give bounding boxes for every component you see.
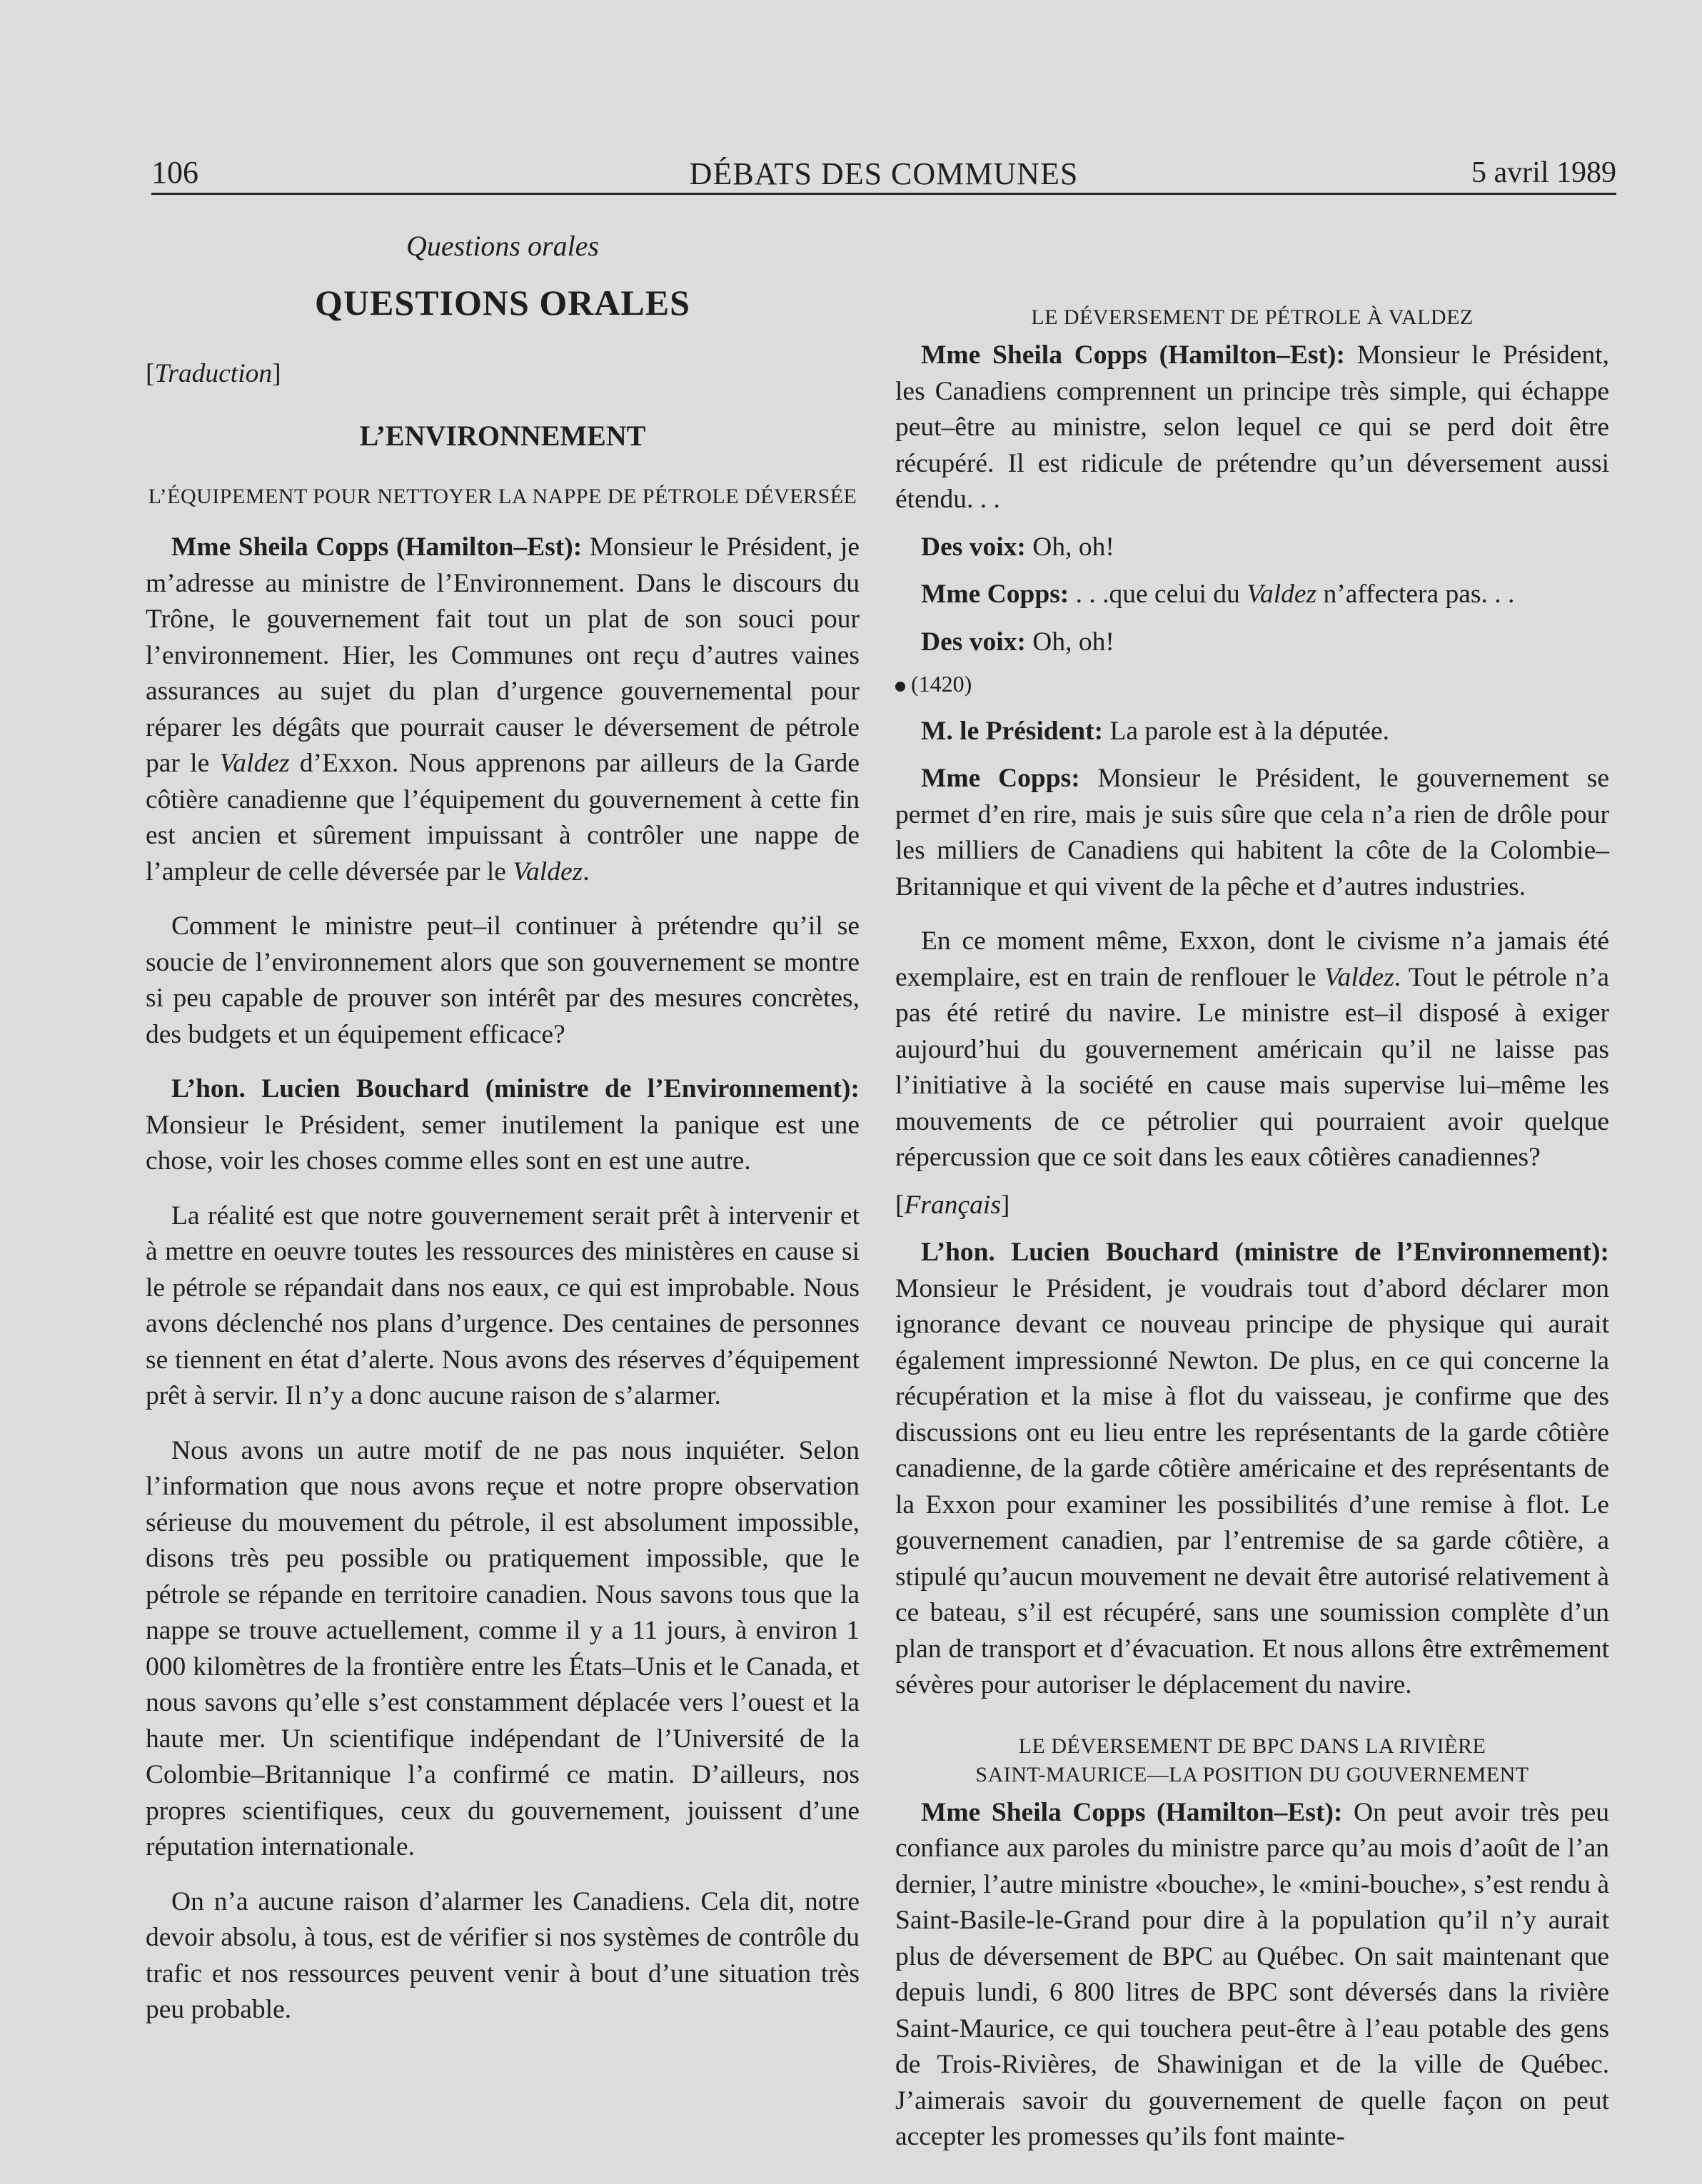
paragraph: En ce moment même, Exxon, dont le civisme n’a jamais été exemplaire, est en train de renflouer le Valdez. Tout le pétrole n’a pas été retiré du navire. Le ministre est–il disposé à exiger aujourd’hui du gouvernement américain qu’il ne laisse pas l’initiative à la société en cause mais supervise lui–même les mouvements de ce pétrolier qui pourraient avoir quelque répercussion que ce soit dans les eaux côtières canadiennes? xyxy=(895,926,1609,1172)
traduction-label: [Traduction] xyxy=(146,359,281,388)
paragraph: Mme Copps: Monsieur le Président, le gouvernement se permet d’en rire, mais je suis sûre que cela n’a rien de drôle pour les milliers de Canadiens qui habitent la côte de la Colombie–Britannique et qui vivent de la pêche et d’autres industries. xyxy=(895,764,1609,901)
speaker-name: Mme Sheila Copps (Hamilton–Est): xyxy=(921,1797,1343,1827)
paragraph: M. le Président: La parole est à la députée. xyxy=(921,716,1389,746)
speaker-name: M. le Président: xyxy=(921,716,1104,746)
paragraph: Mme Copps: . . .que celui du Valdez n’affectera pas. . . xyxy=(921,580,1515,609)
speaker-name: Des voix: xyxy=(921,532,1026,562)
page-number: 106 xyxy=(151,155,198,190)
speaker-name: L’hon. Lucien Bouchard (ministre de l’Environnement): xyxy=(171,1074,860,1103)
traduction-text: Traduction xyxy=(154,359,273,388)
paragraph: Comment le ministre peut–il continuer à prétendre qu’il se soucie de l’environnement alors que son gouvernement se montre si peu capable de prouver son intérêt par des mesures concrètes, des budgets et un équipement efficace? xyxy=(146,911,860,1049)
right-column xyxy=(895,275,1609,2155)
paragraph: Nous avons un autre motif de ne pas nous inquiéter. Selon l’information que nous avons reçue et notre propre observation sérieuse du mouvement du pétrole, il est absolument impossible, disons très peu possible ou pratiquement impossible, que le pétrole se répande en territoire canadien. Nous savons tous que la nappe se trouve actuellement, comme il y a 11 jours, à environ 1 000 kilomètres de la frontière entre les États–Unis et le Canada, et nous savons qu’elle s’est constamment déplacée vers l’ouest et la haute mer. Un scientifique indépendant de l’Université de la Colombie–Britannique l’a confirmé ce matin. D’ailleurs, nos propres scientifiques, ceux du gouvernement, jouissent d’une réputation internationale. xyxy=(146,1435,860,1861)
speaker-name: Des voix: xyxy=(921,627,1026,657)
section-heading: L’ENVIRONNEMENT xyxy=(359,419,646,452)
main-title: QUESTIONS ORALES xyxy=(315,282,690,323)
paragraph: L’hon. Lucien Bouchard (ministre de l’Environnement): Monsieur le Président, je voudrais tout d’abord déclarer mon ignorance devant ce nouveau principe de physique qui aurait également impressionné Newton. De plus, en ce qui concerne la récupération et la mise à flot du vaisseau, je confirme que des discussions ont eu lieu entre les représentants de la garde côtière canadienne, de la garde côtière américaine et des représentants de la Exxon pour examiner les possibilités d’une remise à flot. Le gouvernement canadien, par l’entremise de sa garde côtière, a stipulé qu’aucun mouvement ne devait être autorisé relativement à ce bateau, s’il est récupéré, sans une soumission complète d’un plan de transport et d’évacuation. Et nous allons être extrêmement sévères pour autoriser le déplacement du navire. xyxy=(895,1238,1609,1699)
francais-label: [Français] xyxy=(895,1190,1010,1220)
paragraph: La réalité est que notre gouvernement serait prêt à intervenir et à mettre en oeuvre toutes les ressources des ministères en cause si le pétrole se répandait dans nos eaux, ce qui est improbable. Nous avons déclenché nos plans d’urgence. Des centaines de personnes se tiennent en état d’alerte. Nous avons des réserves d’équipement prêt à servir. Il n’y a donc aucune raison de s’alarmer. xyxy=(146,1200,860,1410)
paragraph: Des voix: Oh, oh! xyxy=(921,627,1114,657)
speaker-name: L’hon. Lucien Bouchard (ministre de l’Environnement): xyxy=(921,1238,1609,1267)
issue-date: 5 avril 1989 xyxy=(1471,156,1616,189)
italic-heading: Questions orales xyxy=(406,230,599,262)
paragraph: Mme Sheila Copps (Hamilton–Est): On peut avoir très peu confiance aux paroles du ministre parce qu’au mois d’août de l’an dernier, l’autre ministre «bouche», le «mini-bouche», s’est rendu à Saint-Basile-le-Grand pour dire à la population qu’il n’y aurait plus de déversement de BPC au Québec. On sait maintenant que depuis lundi, 6 800 litres de BPC sont déversés dans la rivière Saint-Maurice, ce qui touchera peut-être à l’eau potable des gens de Trois-Rivières, de Shawinigan et de la ville de Québec. J’aimerais savoir du gouvernement de quelle façon on peut accepter les promesses qu’ils font mainte- xyxy=(895,1797,1610,2151)
paragraph: Mme Sheila Copps (Hamilton–Est): Monsieur le Président, les Canadiens comprennent un principe très simple, qui échappe peut–être au ministre, selon lequel ce qui se perd doit être récupéré. Il est ridicule de prétendre qu’un déversement aussi étendu. . . xyxy=(895,340,1609,514)
journal-title: DÉBATS DES COMMUNES xyxy=(689,156,1079,191)
page-header xyxy=(151,150,1616,195)
paragraph: On n’a aucune raison d’alarmer les Canadiens. Cela dit, notre devoir absolu, à tous, est de vérifier si nos systèmes de contrôle du trafic et nos ressources peuvent venir à bout d’une situation très peu probable. xyxy=(146,1886,860,2024)
time-marker: (1420) xyxy=(895,666,1609,702)
paragraph: Des voix: Oh, oh! xyxy=(921,532,1114,562)
speaker-name: Mme Sheila Copps (Hamilton–Est): xyxy=(171,532,583,562)
speaker-name: Mme Sheila Copps (Hamilton–Est): xyxy=(921,340,1345,370)
speaker-name: Mme Copps: xyxy=(921,764,1080,793)
left-column xyxy=(146,214,860,2028)
speaker-name: Mme Copps: xyxy=(921,580,1069,609)
paragraph: Mme Sheila Copps (Hamilton–Est): Monsieur le Président, je m’adresse au ministre de l’Environnement. Dans le discours du Trône, le gouvernement fait tout un plat de son souci pour l’environnement. Hier, les Communes ont reçu d’autres vaines assurances au sujet du plan d’urgence gouvernemental pour réparer les dégâts que pourrait causer le déversement de pétrole par le Valdez d’Exxon. Nous apprenons par ailleurs de la Garde côtière canadienne que l’équipement du gouvernement à cette fin est ancien et sûrement impuissant à contrôler une nappe de l’ampleur de celle déversée par le Valdez. xyxy=(146,532,860,886)
subsection-heading: LE DÉVERSEMENT DE BPC DANS LA RIVIÈRE SAINT-MAURICE—LA POSITION DU GOUVERNEMENT xyxy=(975,1734,1529,1786)
subsection-heading: L’ÉQUIPEMENT POUR NETTOYER LA NAPPE DE PÉTROLE DÉVERSÉE xyxy=(148,485,857,508)
francais-text: Français xyxy=(904,1190,1001,1220)
bullet-icon xyxy=(895,682,905,692)
paragraph: L’hon. Lucien Bouchard (ministre de l’Environnement): Monsieur le Président, semer inutilement la panique est une chose, voir les choses comme elles sont en est une autre. xyxy=(146,1074,860,1176)
subsection-heading: LE DÉVERSEMENT DE PÉTROLE À VALDEZ xyxy=(1031,305,1474,329)
